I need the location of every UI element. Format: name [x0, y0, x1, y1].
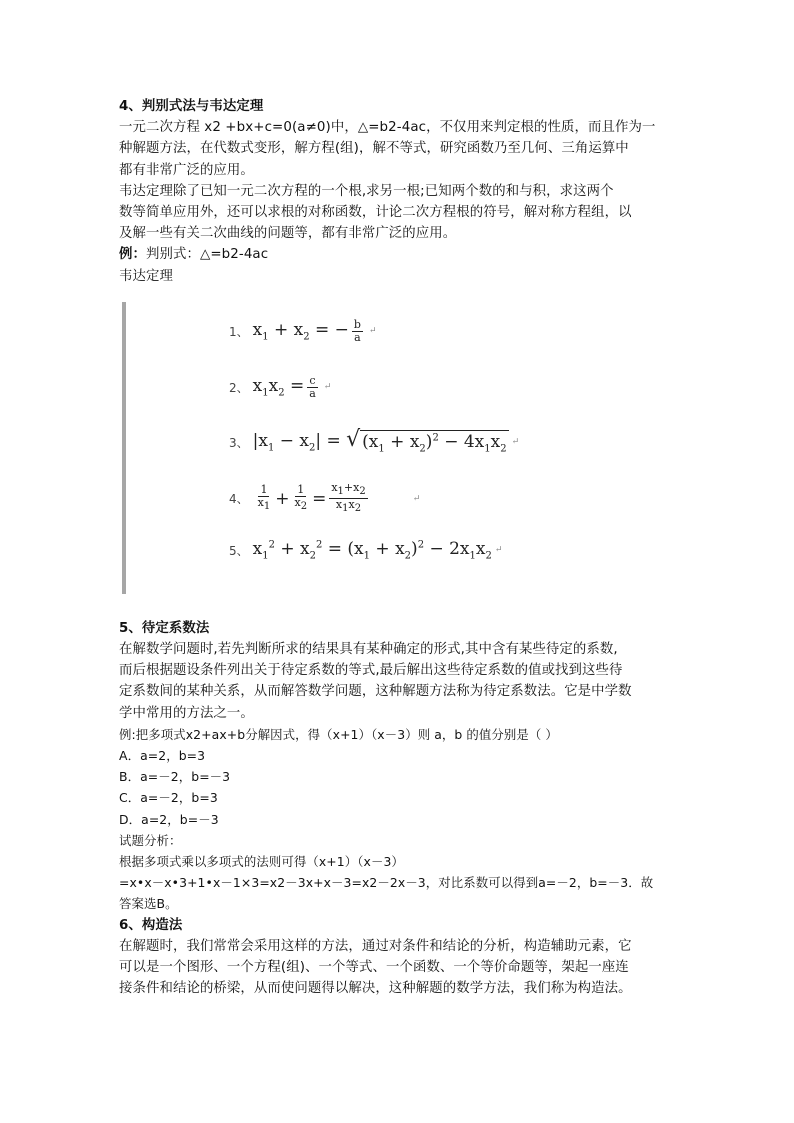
paragraph-line: 在解数学问题时,若先判断所求的结果具有某种确定的形式,其中含有某些待定的系数, [119, 642, 618, 658]
paragraph-line: 在解题时，我们常常会采用这样的方法，通过对条件和结论的分析，构造辅助元素，它 [119, 938, 632, 954]
paragraph-line: 而后根据题设条件列出关于待定系数的等式,最后解出这些待定系数的值或找到这些待 [119, 663, 623, 679]
formula-sum-of-squares: 5、 $x_1^2 + x_2^2 = (x_1 + x_2)^2 - 2x_1x_2$ ↵ [229, 538, 503, 562]
analysis-line: 答案选B。 [119, 896, 178, 912]
paragraph-line: 及解一些有关二次曲线的问题等，都有非常广泛的应用。 [119, 226, 457, 242]
paragraph-line: 定系数间的某种关系，从而解答数学问题，这种解题方法称为待定系数法。它是中学数 [119, 684, 632, 700]
example-question: 例:把多项式x2+ax+b分解因式，得（x+1）（x－3）则 a，b 的值分别是（ ） [119, 726, 558, 742]
paragraph-line: 种解题方法，在代数式变形，解方程(组)，解不等式，研究函数乃至几何、三角运算中 [119, 141, 629, 157]
formula-left-rule [122, 302, 126, 594]
formula-product-of-roots: 2、 $x_1x_2$ = $\frac{c}{a}$ ↵ [229, 373, 332, 400]
paragraph-line: 都有非常广泛的应用。 [119, 162, 254, 178]
section-5-heading: 5、待定系数法 [119, 620, 210, 636]
example-label: 例： [119, 247, 146, 263]
paragraph-line: 学中常用的方法之一。 [119, 705, 254, 721]
analysis-label: 试题分析： [119, 832, 182, 848]
formula-number: 4、 [229, 492, 249, 507]
formula-reciprocal-sum: 4、 $\frac{1}{x_1}$ + $\frac{1}{x_2}$ = $\frac{x_1+x_2}{x_1x_2}$ ↵ [229, 480, 421, 515]
analysis-line: 根据多项式乘以多项式的法则可得（x+1）（x－3） [119, 854, 404, 870]
return-mark: ↵ [368, 326, 377, 337]
example-line [119, 244, 679, 265]
vieta-label: 韦达定理 [119, 268, 173, 284]
option-a: A．a=2，b=3 [119, 748, 206, 764]
formula-number: 2、 [229, 380, 249, 395]
option-b: B．a=－2，b=－3 [119, 769, 231, 785]
formula-root-difference: 3、 $|x_1 - x_2|$ = √ $(x_1 + x_2)^2 - 4x_1x_2$ ↵ [229, 426, 520, 455]
paragraph-line: 韦达定理除了已知一元二次方程的一个根,求另一根;已知两个数的和与积，求这两个 [119, 183, 614, 199]
example-text: 判别式：△=b2-4ac [145, 247, 269, 263]
return-mark: ↵ [511, 437, 520, 448]
return-mark: ↵ [412, 493, 421, 504]
return-mark: ↵ [323, 382, 332, 393]
formula-number: 5、 [229, 543, 249, 558]
option-c: C．a=－2，b=3 [119, 790, 218, 806]
paragraph-line: 一元二次方程 x2 +bx+c=0(a≠0)中，△=b2-4ac，不仅用来判定根的性质，而且作为一 [119, 120, 656, 136]
section-6-heading: 6、构造法 [119, 917, 183, 933]
vieta-formula-image [119, 302, 679, 594]
section-4-heading: 4、判别式法与韦达定理 [119, 99, 264, 114]
formula-number: 1、 [229, 324, 249, 339]
document-page [119, 96, 679, 999]
return-mark: ↵ [494, 545, 503, 556]
analysis-line: =x•x－x•3+1•x－1×3=x2－3x+x－3=x2－2x－3，对比系数可以得到a=－2，b=－3．故 [119, 875, 654, 891]
option-d: D．a=2，b=－3 [119, 811, 219, 827]
paragraph-line: 接条件和结论的桥梁，从而使问题得以解决，这种解题的数学方法，我们称为构造法。 [119, 981, 632, 997]
formula-sum-of-roots: 1、 $x_1 + x_2$ = − $\frac{b}{a}$ ↵ [229, 317, 377, 344]
paragraph-line: 数等简单应用外，还可以求根的对称函数，计论二次方程根的符号，解对称方程组，以 [119, 205, 632, 221]
formula-number: 3、 [229, 435, 249, 450]
paragraph-line: 可以是一个图形、一个方程(组)、一个等式、一个函数、一个等价命题等，架起一座连 [119, 960, 629, 976]
